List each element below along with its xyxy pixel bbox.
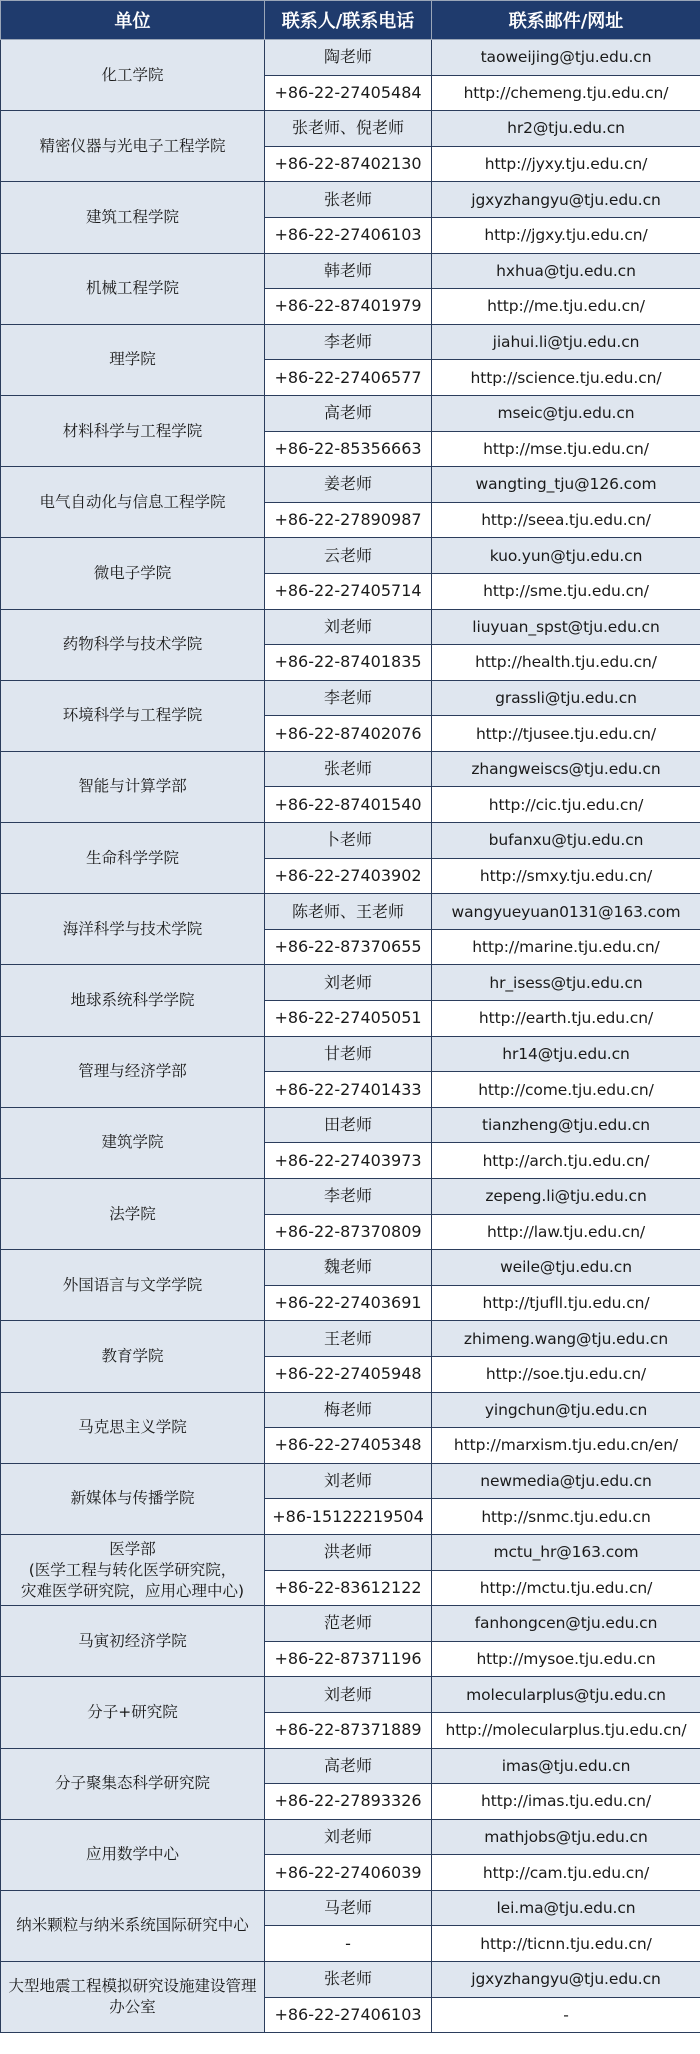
phone-cell: +86-22-27401433 (265, 1072, 432, 1108)
unit-name-cell (1, 1179, 265, 1250)
phone-cell: +86-15122219504 (265, 1499, 432, 1535)
table-row (1, 253, 700, 289)
unit-name-cell (1, 609, 265, 680)
phone-cell: - (265, 1926, 432, 1962)
contact-person-cell: 张老师 (265, 751, 432, 787)
contact-person-cell: 刘老师 (265, 1819, 432, 1855)
email-cell: yingchun@tju.edu.cn (432, 1392, 700, 1428)
unit-name-line: 教育学院 (101, 1346, 164, 1365)
website-cell: http://smxy.tju.edu.cn/ (432, 858, 700, 894)
email-cell: jiahui.li@tju.edu.cn (432, 324, 700, 360)
email-cell: wangting_tju@126.com (432, 467, 700, 503)
phone-cell: +86-22-27406103 (265, 217, 432, 253)
phone-cell: +86-22-27406039 (265, 1855, 432, 1891)
unit-name-line: 办公室 (109, 1998, 156, 2017)
contact-person-cell: 洪老师 (265, 1534, 432, 1570)
unit-name-cell (1, 1890, 265, 1961)
email-cell: jgxyzhangyu@tju.edu.cn (432, 182, 700, 218)
table-row (1, 538, 700, 574)
unit-name-line: 材料科学与工程学院 (62, 421, 203, 440)
unit-name-line: 应用数学中心 (85, 1845, 179, 1864)
email-cell: wangyueyuan0131@163.com (432, 894, 700, 930)
unit-name-line: 微电子学院 (93, 563, 172, 582)
table-row (1, 1534, 700, 1570)
website-cell: http://earth.tju.edu.cn/ (432, 1001, 700, 1037)
email-cell: taoweijing@tju.edu.cn (432, 40, 700, 76)
contact-person-cell: 陶老师 (265, 40, 432, 76)
contact-person-cell: 李老师 (265, 1179, 432, 1215)
website-cell: http://molecularplus.tju.edu.cn/ (432, 1712, 700, 1748)
unit-name-cell (1, 1321, 265, 1392)
website-cell: http://mctu.tju.edu.cn/ (432, 1570, 700, 1606)
email-cell: hr2@tju.edu.cn (432, 111, 700, 147)
website-cell: http://tjufll.tju.edu.cn/ (432, 1285, 700, 1321)
phone-cell: +86-22-83612122 (265, 1570, 432, 1606)
website-cell: http://soe.tju.edu.cn/ (432, 1356, 700, 1392)
website-cell: http://sme.tju.edu.cn/ (432, 573, 700, 609)
unit-name-line: 化工学院 (101, 65, 164, 84)
website-cell: http://ticnn.tju.edu.cn/ (432, 1926, 700, 1962)
contact-person-cell: 刘老师 (265, 965, 432, 1001)
unit-name-line: 理学院 (109, 350, 156, 369)
contact-person-cell: 陈老师、王老师 (265, 894, 432, 930)
unit-name-cell (1, 324, 265, 395)
contact-person-cell: 高老师 (265, 395, 432, 431)
table-row (1, 1463, 700, 1499)
email-cell: zepeng.li@tju.edu.cn (432, 1179, 700, 1215)
email-cell: kuo.yun@tju.edu.cn (432, 538, 700, 574)
unit-name-line: 环境科学与工程学院 (62, 706, 203, 725)
contact-person-cell: 马老师 (265, 1890, 432, 1926)
website-cell: http://marxism.tju.edu.cn/en/ (432, 1428, 700, 1464)
contact-person-cell: 李老师 (265, 680, 432, 716)
unit-name-line: 药物科学与技术学院 (62, 635, 203, 654)
website-cell: http://cic.tju.edu.cn/ (432, 787, 700, 823)
table-row (1, 1748, 700, 1784)
unit-name-cell (1, 253, 265, 324)
unit-name-line: 分子+研究院 (87, 1702, 178, 1721)
header-contact: 联系人/联系电话 (265, 1, 432, 40)
header-email: 联系邮件/网址 (432, 1, 700, 40)
table-row (1, 182, 700, 218)
contact-person-cell: 高老师 (265, 1748, 432, 1784)
phone-cell: +86-22-27403691 (265, 1285, 432, 1321)
unit-name-line: 大型地震工程模拟研究设施建设管理 (8, 1977, 257, 1996)
unit-name-cell (1, 680, 265, 751)
unit-name-line: 外国语言与文学学院 (62, 1275, 203, 1294)
website-cell: http://imas.tju.edu.cn/ (432, 1784, 700, 1820)
email-cell: mctu_hr@163.com (432, 1534, 700, 1570)
email-cell: mseic@tju.edu.cn (432, 395, 700, 431)
unit-name-cell (1, 1819, 265, 1890)
unit-name-cell (1, 1463, 265, 1534)
table-row (1, 1819, 700, 1855)
website-cell: http://mse.tju.edu.cn/ (432, 431, 700, 467)
unit-name-cell (1, 395, 265, 466)
table-row (1, 894, 700, 930)
unit-name-line: 建筑工程学院 (85, 207, 179, 226)
unit-name-cell (1, 1534, 265, 1605)
table-row (1, 467, 700, 503)
unit-name-line: 马寅初经济学院 (78, 1631, 187, 1650)
unit-name-cell (1, 894, 265, 965)
website-cell: http://law.tju.edu.cn/ (432, 1214, 700, 1250)
email-cell: molecularplus@tju.edu.cn (432, 1677, 700, 1713)
email-cell: bufanxu@tju.edu.cn (432, 823, 700, 859)
contact-person-cell: 刘老师 (265, 1677, 432, 1713)
email-cell: lei.ma@tju.edu.cn (432, 1890, 700, 1926)
website-cell: http://jgxy.tju.edu.cn/ (432, 217, 700, 253)
email-cell: zhimeng.wang@tju.edu.cn (432, 1321, 700, 1357)
contact-person-cell: 张老师、倪老师 (265, 111, 432, 147)
unit-name-cell (1, 467, 265, 538)
website-cell: http://seea.tju.edu.cn/ (432, 502, 700, 538)
unit-name-cell (1, 1962, 265, 2033)
contact-person-cell: 梅老师 (265, 1392, 432, 1428)
phone-cell: +86-22-87401540 (265, 787, 432, 823)
website-cell: http://tjusee.tju.edu.cn/ (432, 716, 700, 752)
website-cell: http://come.tju.edu.cn/ (432, 1072, 700, 1108)
unit-name-cell (1, 1677, 265, 1748)
unit-name-line: 海洋科学与技术学院 (62, 919, 203, 938)
unit-name-line: 分子聚集态科学研究院 (54, 1774, 210, 1793)
unit-name-line: 智能与计算学部 (78, 777, 187, 796)
contact-person-cell: 姜老师 (265, 467, 432, 503)
unit-name-cell (1, 965, 265, 1036)
table-row (1, 751, 700, 787)
unit-name-line: 新媒体与传播学院 (70, 1489, 195, 1508)
table-header-row (1, 1, 700, 40)
unit-name-line: 管理与经济学部 (78, 1062, 187, 1081)
email-cell: jgxyzhangyu@tju.edu.cn (432, 1962, 700, 1998)
table-row (1, 40, 700, 76)
unit-name-cell (1, 1606, 265, 1677)
email-cell: newmedia@tju.edu.cn (432, 1463, 700, 1499)
website-cell: - (432, 1997, 700, 2033)
contact-person-cell: 甘老师 (265, 1036, 432, 1072)
phone-cell: +86-22-27893326 (265, 1784, 432, 1820)
table-row (1, 1179, 700, 1215)
phone-cell: +86-22-87370809 (265, 1214, 432, 1250)
table-row (1, 1606, 700, 1642)
website-cell: http://mysoe.tju.edu.cn (432, 1641, 700, 1677)
contact-person-cell: 刘老师 (265, 1463, 432, 1499)
website-cell: http://cam.tju.edu.cn/ (432, 1855, 700, 1891)
unit-name-line: 机械工程学院 (85, 279, 179, 298)
contact-person-cell: 张老师 (265, 1962, 432, 1998)
table-row (1, 324, 700, 360)
phone-cell: +86-22-27406103 (265, 1997, 432, 2033)
unit-name-line: 精密仪器与光电子工程学院 (39, 136, 226, 155)
email-cell: zhangweiscs@tju.edu.cn (432, 751, 700, 787)
email-cell: imas@tju.edu.cn (432, 1748, 700, 1784)
unit-name-line: 灾难医学研究院，应用心理中心) (20, 1581, 245, 1600)
unit-name-line: 生命科学学院 (85, 848, 179, 867)
table-row (1, 1321, 700, 1357)
unit-name-line: 马克思主义学院 (78, 1418, 187, 1437)
phone-cell: +86-22-87401835 (265, 645, 432, 681)
header-unit: 单位 (1, 1, 265, 40)
table-row (1, 965, 700, 1001)
email-cell: hxhua@tju.edu.cn (432, 253, 700, 289)
website-cell: http://marine.tju.edu.cn/ (432, 929, 700, 965)
unit-name-line: 电气自动化与信息工程学院 (39, 492, 226, 511)
phone-cell: +86-22-27405348 (265, 1428, 432, 1464)
unit-name-line: 纳米颗粒与纳米系统国际研究中心 (16, 1916, 249, 1935)
contact-person-cell: 刘老师 (265, 609, 432, 645)
phone-cell: +86-22-87370655 (265, 929, 432, 965)
table-row (1, 395, 700, 431)
table-row (1, 1107, 700, 1143)
phone-cell: +86-22-27405714 (265, 573, 432, 609)
phone-cell: +86-22-27406577 (265, 360, 432, 396)
table-row (1, 609, 700, 645)
table-row (1, 1036, 700, 1072)
email-cell: fanhongcen@tju.edu.cn (432, 1606, 700, 1642)
email-cell: tianzheng@tju.edu.cn (432, 1107, 700, 1143)
unit-name-cell (1, 182, 265, 253)
unit-name-line: 地球系统科学学院 (70, 991, 195, 1010)
phone-cell: +86-22-87371889 (265, 1712, 432, 1748)
table-body (1, 40, 700, 2033)
table-row (1, 1250, 700, 1286)
phone-cell: +86-22-27403902 (265, 858, 432, 894)
phone-cell: +86-22-87401979 (265, 289, 432, 325)
unit-name-cell (1, 1036, 265, 1107)
unit-name-line: 建筑学院 (101, 1133, 164, 1152)
website-cell: http://science.tju.edu.cn/ (432, 360, 700, 396)
unit-name-cell (1, 751, 265, 822)
phone-cell: +86-22-27405948 (265, 1356, 432, 1392)
unit-name-cell (1, 1250, 265, 1321)
unit-name-cell (1, 111, 265, 182)
table-row (1, 1890, 700, 1926)
contact-person-cell: 张老师 (265, 182, 432, 218)
unit-name-line: 医学部 (109, 1539, 156, 1558)
contact-person-cell: 魏老师 (265, 1250, 432, 1286)
email-cell: mathjobs@tju.edu.cn (432, 1819, 700, 1855)
unit-name-cell (1, 823, 265, 894)
phone-cell: +86-22-85356663 (265, 431, 432, 467)
phone-cell: +86-22-87402130 (265, 146, 432, 182)
unit-name-line: (医学工程与转化医学研究院， (28, 1560, 237, 1579)
table-row (1, 1677, 700, 1713)
contact-person-cell: 李老师 (265, 324, 432, 360)
table-row (1, 680, 700, 716)
unit-name-cell (1, 538, 265, 609)
table-row (1, 1392, 700, 1428)
website-cell: http://snmc.tju.edu.cn (432, 1499, 700, 1535)
contact-person-cell: 王老师 (265, 1321, 432, 1357)
unit-name-line: 法学院 (109, 1204, 156, 1223)
website-cell: http://me.tju.edu.cn/ (432, 289, 700, 325)
table-row (1, 1962, 700, 1998)
unit-name-cell (1, 1392, 265, 1463)
phone-cell: +86-22-87371196 (265, 1641, 432, 1677)
unit-name-cell (1, 1748, 265, 1819)
website-cell: http://health.tju.edu.cn/ (432, 645, 700, 681)
phone-cell: +86-22-27405484 (265, 75, 432, 111)
phone-cell: +86-22-87402076 (265, 716, 432, 752)
table-row (1, 823, 700, 859)
website-cell: http://arch.tju.edu.cn/ (432, 1143, 700, 1179)
email-cell: hr_isess@tju.edu.cn (432, 965, 700, 1001)
phone-cell: +86-22-27405051 (265, 1001, 432, 1037)
email-cell: grassli@tju.edu.cn (432, 680, 700, 716)
unit-name-cell (1, 1107, 265, 1178)
email-cell: weile@tju.edu.cn (432, 1250, 700, 1286)
unit-name-cell (1, 40, 265, 111)
contact-person-cell: 韩老师 (265, 253, 432, 289)
website-cell: http://jyxy.tju.edu.cn/ (432, 146, 700, 182)
contact-person-cell: 范老师 (265, 1606, 432, 1642)
contact-person-cell: 云老师 (265, 538, 432, 574)
phone-cell: +86-22-27890987 (265, 502, 432, 538)
email-cell: liuyuan_spst@tju.edu.cn (432, 609, 700, 645)
phone-cell: +86-22-27403973 (265, 1143, 432, 1179)
contact-person-cell: 卜老师 (265, 823, 432, 859)
table-row (1, 111, 700, 147)
contact-person-cell: 田老师 (265, 1107, 432, 1143)
website-cell: http://chemeng.tju.edu.cn/ (432, 75, 700, 111)
email-cell: hr14@tju.edu.cn (432, 1036, 700, 1072)
